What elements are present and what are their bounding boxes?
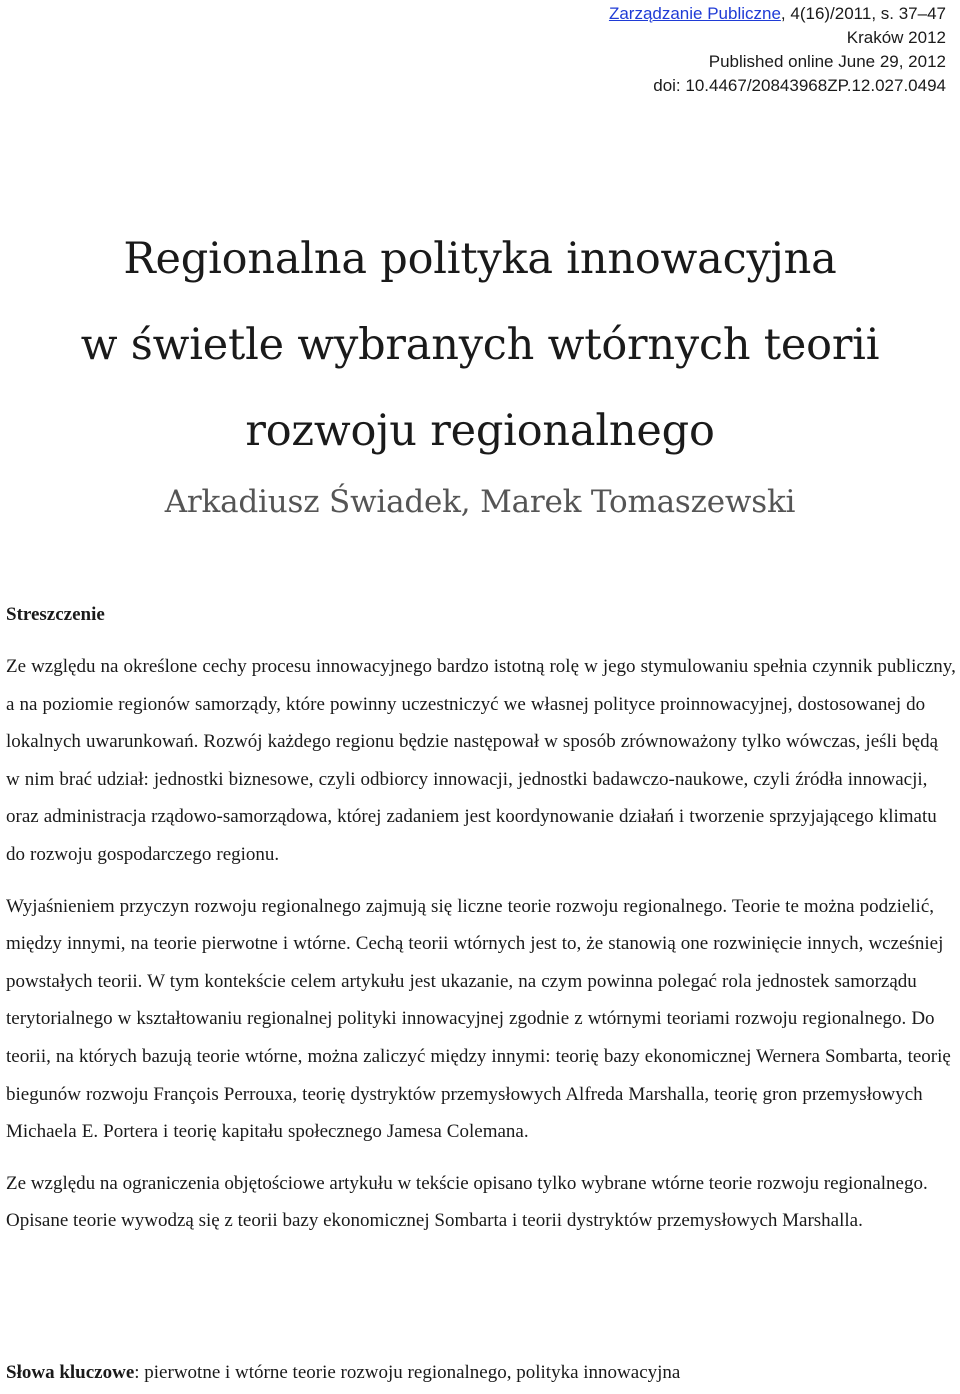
published-date: Published online June 29, 2012 [708, 52, 946, 71]
doi: doi: 10.4467/20843968ZP.12.027.0494 [653, 76, 946, 95]
authors: Arkadiusz Świadek, Marek Tomaszewski [164, 484, 796, 520]
abstract-paragraph-2: Wyjaśnieniem przyczyn rozwoju regionalnego zajmują się liczne teorie rozwoju regionalnego. Teorie te można podzielić, między innymi, na teorie pierwotne i wtórne. Cechą teorii wtórnych jest to, że stanowią one rozwinięcie innych, wcześniej powstałych teorii. W tym kontekście celem artykułu jest ukazanie, na czym powinna polegać rola jednostek samorządu terytorialnego w kształtowaniu regionalnej polityki innowacyjnej zgodnie z wtórnymi teoriami rozwoju regionalnego. Do teorii, na których bazują teorie wtórne, można zaliczyć między innymi: teorię bazy ekonomicznej Wernera Sombarta, teorię biegunów rozwoju François Perrouxa, teorię dystryktów przemysłowych Alfreda Marshalla, teorię gron przemysłowych Michaela E. Portera i teorię kapitału społecznego Jamesa Colemana. [6, 895, 951, 1143]
title-line-1: Regionalna polityka innowacyjna [123, 234, 837, 284]
keywords [6, 1362, 680, 1384]
keywords-label: Słowa kluczowe [6, 1362, 135, 1383]
abstract-heading: Streszczenie [6, 604, 105, 625]
journal-issue: , 4(16)/2011, s. 37–47 [780, 4, 946, 23]
keywords-separator: : [134, 1362, 145, 1383]
journal-link[interactable]: Zarządzanie Publiczne [608, 4, 781, 23]
title-line-3: rozwoju regionalnego [245, 406, 715, 456]
title-block [0, 216, 960, 524]
journal-header [609, 2, 946, 98]
place-year: Kraków 2012 [846, 28, 946, 47]
abstract-paragraph-3: Ze względu na ograniczenia objętościowe artykułu w tekście opisano tylko wybrane wtórne teorie rozwoju regionalnego. Opisane teorie wywodzą się z teorii bazy ekonomicznej Sombarta i teorii dystryktów przemysłowych Marshalla. [6, 1172, 928, 1232]
title-line-2: w świetle wybranych wtórnych teorii [80, 320, 880, 370]
abstract-body [6, 648, 956, 1254]
journal-line [609, 2, 946, 26]
keywords-value: pierwotne i wtórne teorie rozwoju regionalnego, polityka innowacyjna [144, 1362, 681, 1383]
abstract-paragraph-1: Ze względu na określone cechy procesu innowacyjnego bardzo istotną rolę w jego stymulowaniu spełnia czynnik publiczny, a na poziomie regionów samorządy, które powinny uczestniczyć we własnej polityce proinnowacyjnej, dostosowanej do lokalnych uwarunkowań. Rozwój każdego regionu będzie następował w sposób zrównoważony tylko wówczas, jeśli będą w nim brać udział: jednostki biznesowe, czyli odbiorcy innowacji, jednostki badawczo-naukowe, czyli źródła innowacji, oraz administracja rządowo-samorządowa, której zadaniem jest koordynowanie działań i tworzenie sprzyjającego klimatu do rozwoju gospodarczego regionu. [6, 656, 956, 865]
